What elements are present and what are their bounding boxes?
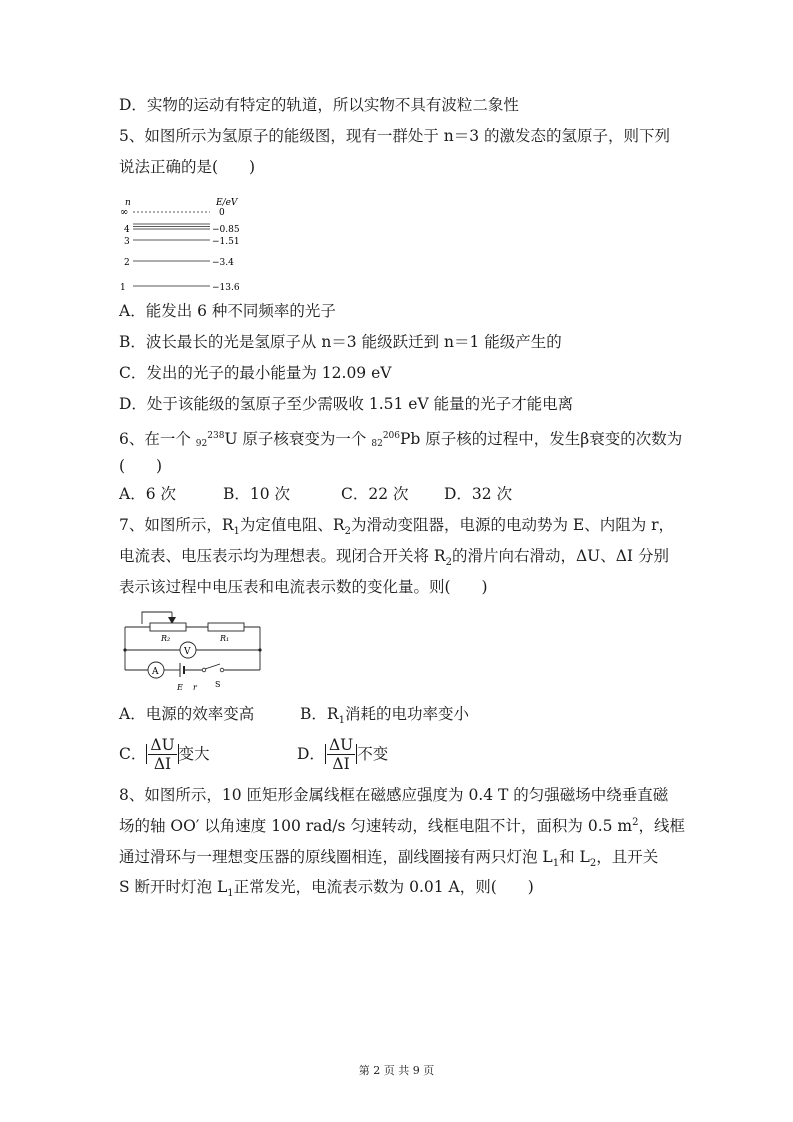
question-7-line3: 表示该过程中电压表和电流表示数的变化量。则( ) [119, 578, 488, 596]
switch [205, 664, 220, 669]
level-1-e: −13.6 [212, 283, 240, 293]
q7-option-a: A．电源的效率变高 [119, 705, 255, 723]
q5-option-c: C．发出的光子的最小能量为 12.09 eV [119, 364, 392, 382]
question-8-line1: 8、如图所示，10 匝矩形金属线框在磁感应强度为 0.4 T 的匀强磁场中绕垂直磁 [119, 786, 669, 804]
page-footer: 第 2 页 共 9 页 [358, 1064, 435, 1077]
question-8-line3: 通过滑环与一理想变压器的原线圈相连，副线圈接有两只灯泡 $L_1$和 $L_2$，且开关 [119, 848, 659, 870]
u-mass-number: 238 [207, 431, 225, 441]
q7-option-d: D． $\frac{\Delta U}{\Delta I}$ 不变 [297, 735, 389, 773]
pb-atomic-number: 82 [371, 439, 383, 449]
energy-level-diagram [117, 195, 257, 297]
r2-label: R₂ [161, 634, 171, 643]
fraction-du-di: $\frac{\Delta U}{\Delta I}$ [150, 735, 175, 773]
abs-bar-left [325, 744, 326, 764]
r1-label: R₁ [220, 634, 230, 643]
q7-option-c: C． $\frac{\Delta U}{\Delta I}$ 变大 [119, 735, 210, 773]
q6-option-a: A．6 次 [119, 485, 176, 503]
pb-mass-number: 206 [382, 431, 400, 441]
question-5-line2: 说法正确的是( ) [119, 158, 256, 176]
q5-option-a: A．能发出 6 种不同频率的光子 [119, 302, 336, 320]
level-inf-n: ∞ [120, 207, 129, 218]
level-3-n: 3 [124, 237, 130, 247]
q6-option-b: B．10 次 [223, 485, 291, 503]
switch-label: S [215, 680, 221, 689]
question-8-line2: 场的轴 OO′ 以角速度 100 rad/s 匀速转动，线框电阻不计，面积为 0.5 $m^2$，线框 [119, 816, 685, 835]
level-4-n: 4 [124, 225, 130, 235]
level-4-e: −0.85 [212, 225, 240, 235]
q7-option-b: B．$R_1$消耗的电功率变小 [300, 705, 469, 727]
q6-option-d: D．32 次 [444, 485, 513, 503]
level-2-e: −3.4 [212, 258, 234, 268]
r1-resistor [208, 623, 244, 631]
level-3-e: −1.51 [212, 237, 240, 247]
question-6-line2: ( ) [119, 457, 163, 475]
question-7-line2: 电流表、电压表示均为理想表。现闭合开关将 $R_2$的滑片向右滑动，ΔU、ΔI 分别 [119, 547, 669, 569]
question-5-line1: 5、如图所示为氢原子的能级图，现有一群处于 n＝3 的激发态的氢原子，则下列 [119, 127, 671, 145]
q5-option-d: D．处于该能级的氢原子至少需吸收 1.51 eV 能量的光子才能电离 [119, 395, 574, 413]
fraction-du-di: $\frac{\Delta U}{\Delta I}$ [328, 735, 354, 773]
voltmeter-label: V [184, 647, 191, 657]
question-6-line1: 6、在一个 $92^{238}U$ 原子核衰变为一个 $82^{206}Pb$ 原子核的过程中，发生β衰变的次数为 [119, 430, 683, 449]
n-header: n [125, 198, 131, 208]
q6-option-c: C．22 次 [341, 485, 409, 503]
circuit-diagram [120, 606, 265, 694]
level-1-n: 1 [120, 283, 126, 293]
emf-label: E [177, 683, 183, 692]
option-d-prev: D．实物的运动有特定的轨道，所以实物不具有波粒二象性 [119, 96, 519, 114]
r2-resistor [150, 623, 186, 631]
level-inf-e: 0 [219, 208, 225, 218]
u-atomic-number: 92 [195, 439, 208, 449]
internal-r-label: r [193, 683, 197, 692]
question-7-line1: 7、如图所示，$R_1$为定值电阻、$R_2$为滑动变阻器，电源的电动势为 E、内阻为 r， [119, 516, 675, 538]
ammeter-label: A [152, 667, 159, 677]
q5-option-b: B．波长最长的光是氢原子从 n＝3 能级跃迁到 n＝1 能级产生的 [119, 333, 562, 351]
e-header: E/eV [216, 198, 238, 208]
abs-bar-left [146, 744, 147, 764]
question-8-line4: S 断开时灯泡 $L_1$正常发光，电流表示数为 0.01 A，则( ) [119, 878, 534, 900]
level-2-n: 2 [124, 258, 130, 268]
